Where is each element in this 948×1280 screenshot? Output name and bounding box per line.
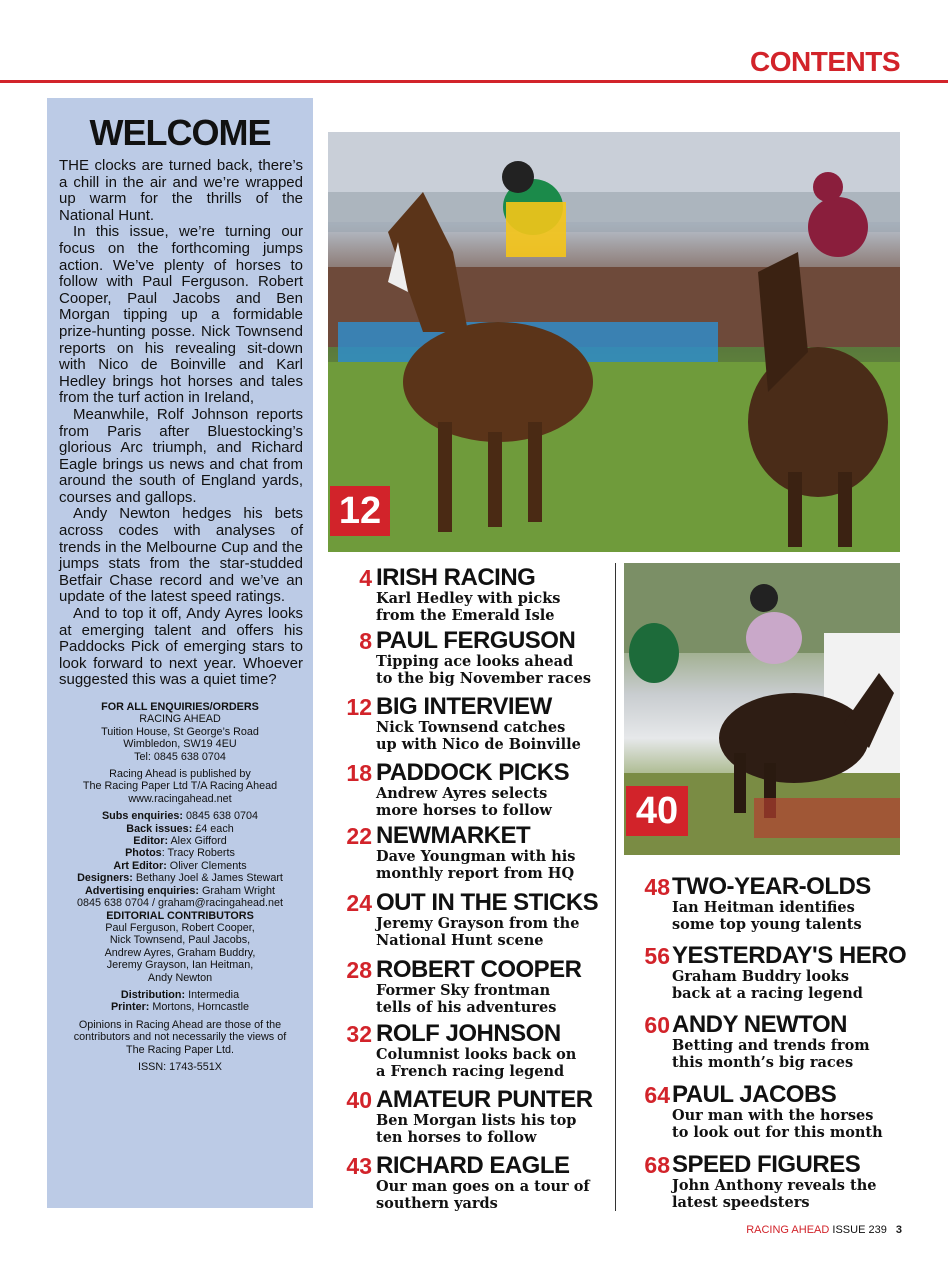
entry-page-number: 60 xyxy=(644,1012,670,1038)
editor-line: Editor: Alex Gifford xyxy=(133,835,227,848)
enquiries-label: FOR ALL ENQUIRIES/ORDERS xyxy=(101,701,259,713)
entry-page-number: 43 xyxy=(346,1153,372,1179)
entry-page-number: 24 xyxy=(346,890,372,916)
back-issues-line: Back issues: £4 each xyxy=(126,822,234,835)
entry-description: John Anthony reveals the latest speedsters xyxy=(672,1177,877,1211)
entry-page-number: 56 xyxy=(644,943,670,969)
entry-page-number: 22 xyxy=(346,823,372,849)
art-editor-line: Art Editor: Oliver Clements xyxy=(113,859,247,872)
entry-title: SPEED FIGURES xyxy=(672,1151,861,1178)
header-rule xyxy=(0,80,948,83)
contributors-line: Andy Newton xyxy=(147,971,213,984)
page-number-badge: 40 xyxy=(626,786,688,836)
entry-page-number: 4 xyxy=(359,565,372,591)
address-line: Tel: 0845 638 0704 xyxy=(134,750,226,763)
entry-description: Betting and trends from this month’s big races xyxy=(672,1037,870,1071)
entry-description: Ben Morgan lists his top ten horses to follow xyxy=(376,1112,577,1146)
advertising-line: Advertising enquiries: Graham Wright xyxy=(84,884,275,897)
column-divider xyxy=(615,563,616,1211)
entry-description: Ian Heitman identifies some top young talents xyxy=(672,899,862,933)
entry-description: Andrew Ayres selects more horses to follow xyxy=(376,785,552,819)
contributors-line: Paul Ferguson, Robert Cooper, xyxy=(105,921,255,934)
entry-page-number: 32 xyxy=(346,1021,372,1047)
entry-title: TWO-YEAR-OLDS xyxy=(672,873,871,900)
published-line: The Racing Paper Ltd T/A Racing Ahead xyxy=(82,780,278,793)
main-racing-photo xyxy=(328,132,900,552)
publication-name: RACING AHEAD xyxy=(746,1224,830,1236)
page-title: CONTENTS xyxy=(750,46,900,77)
entry-page-number: 40 xyxy=(346,1087,372,1113)
welcome-paragraph: And to top it off, Andy Ayres looks at emerging talent and offers his Paddocks Pick of emerging stars to look forward to next year. Whoever suggested this was a quiet time? xyxy=(59,605,303,689)
issn: ISSN: 1743-551X xyxy=(137,1060,223,1073)
entry-description: Karl Hedley with picks from the Emerald Isle xyxy=(376,590,561,624)
welcome-panel xyxy=(47,98,313,1208)
distribution-line: Distribution: Intermedia xyxy=(120,988,240,1001)
address-line: Wimbledon, SW19 4EU xyxy=(123,738,237,751)
website-link[interactable]: www.racingahead.net xyxy=(128,792,232,805)
contributors-line: Jeremy Grayson, Ian Heitman, xyxy=(106,959,254,972)
entry-description: Nick Townsend catches up with Nico de Boinville xyxy=(376,719,581,753)
entry-title: PAUL FERGUSON xyxy=(376,627,576,654)
entry-title: BIG INTERVIEW xyxy=(376,693,552,720)
entry-title: IRISH RACING xyxy=(376,564,536,591)
published-line: Racing Ahead is published by xyxy=(109,768,251,781)
entry-description: Graham Buddry looks back at a racing legend xyxy=(672,968,863,1002)
entry-page-number: 12 xyxy=(346,694,372,720)
issue-number: ISSUE 239 xyxy=(832,1224,887,1236)
designers-line: Designers: Bethany Joel & James Stewart xyxy=(77,872,283,885)
address-line: Tuition House, St George’s Road xyxy=(101,725,259,738)
welcome-paragraph: THE clocks are turned back, there’s a chill in the air and we’re wrapped up warm for the thrills of the National Hunt. xyxy=(59,157,303,224)
welcome-paragraph: In this issue, we’re turning our focus on the forthcoming jumps action. We’ve plenty of horses to follow with Paul Ferguson. Robert Cooper, Paul Jacobs and Ben Morgan tipping up a formidable prize-hunting posse. Nick Townsend reports on his revealing sit-down with Nico de Boinville and Karl Hedley brings hot horses and tales from the turf action in Ireland, xyxy=(59,223,303,407)
entry-title: ROBERT COOPER xyxy=(376,956,582,983)
opinions-line: contributors and not necessarily the views of xyxy=(73,1031,287,1044)
address-line: RACING AHEAD xyxy=(139,713,221,726)
printer-line: Printer: Mortons, Horncastle xyxy=(110,1001,249,1014)
contributors-line: Andrew Ayres, Graham Buddry, xyxy=(104,946,256,959)
entry-description: Our man with the horses to look out for this month xyxy=(672,1107,883,1141)
racing-photo-illustration xyxy=(328,132,900,552)
entry-title: ANDY NEWTON xyxy=(672,1011,847,1038)
welcome-title: WELCOME xyxy=(89,112,271,153)
page-number-badge: 12 xyxy=(330,486,390,536)
photos-line: Photos: Tracy Roberts xyxy=(125,847,235,860)
entry-page-number: 48 xyxy=(644,874,670,900)
entry-page-number: 28 xyxy=(346,957,372,983)
page-footer xyxy=(746,1224,902,1236)
entry-description: Dave Youngman with his monthly report from HQ xyxy=(376,848,576,882)
entry-page-number: 8 xyxy=(359,628,372,654)
opinions-line: The Racing Paper Ltd. xyxy=(125,1043,235,1056)
entry-title: YESTERDAY'S HERO xyxy=(672,942,907,969)
entry-description: Tipping ace looks ahead to the big November races xyxy=(376,653,591,687)
entry-description: Our man goes on a tour of southern yards xyxy=(376,1178,590,1212)
entry-page-number: 64 xyxy=(644,1082,670,1108)
entry-page-number: 18 xyxy=(346,760,372,786)
entry-title: ROLF JOHNSON xyxy=(376,1020,561,1047)
page-number: 3 xyxy=(895,1224,902,1236)
entry-title: NEWMARKET xyxy=(376,822,531,849)
entry-title: PADDOCK PICKS xyxy=(376,759,570,786)
entry-title: RICHARD EAGLE xyxy=(376,1152,570,1179)
subs-line: Subs enquiries: 0845 638 0704 xyxy=(101,810,259,823)
entry-description: Jeremy Grayson from the National Hunt scene xyxy=(376,915,580,949)
entry-description: Columnist looks back on a French racing legend xyxy=(376,1046,577,1080)
entry-description: Former Sky frontman tells of his adventures xyxy=(376,982,557,1016)
welcome-text xyxy=(47,158,313,689)
entry-title: AMATEUR PUNTER xyxy=(376,1086,593,1113)
welcome-paragraph: Andy Newton hedges his bets across codes with analyses of trends in the Melbourne Cup and the jumps stats from the star-studded Betfair Chase record and we’ve an update of the latest speed ratings. xyxy=(59,505,303,606)
welcome-paragraph: Meanwhile, Rolf Johnson reports from Paris after Bluestocking’s glorious Arc triumph, and Richard Eagle brings us news and chat from around the south of England yards, courses and gallops. xyxy=(59,405,303,506)
entry-page-number: 68 xyxy=(644,1152,670,1178)
opinions-line: Opinions in Racing Ahead are those of the xyxy=(78,1018,282,1031)
contributors-label: EDITORIAL CONTRIBUTORS xyxy=(106,909,254,922)
advertising-contact: 0845 638 0704 / graham@racingahead.net xyxy=(76,897,284,910)
entry-title: PAUL JACOBS xyxy=(672,1081,837,1108)
contributors-line: Nick Townsend, Paul Jacobs, xyxy=(109,934,251,947)
entry-title: OUT IN THE STICKS xyxy=(376,889,599,916)
publication-info xyxy=(47,701,313,1073)
